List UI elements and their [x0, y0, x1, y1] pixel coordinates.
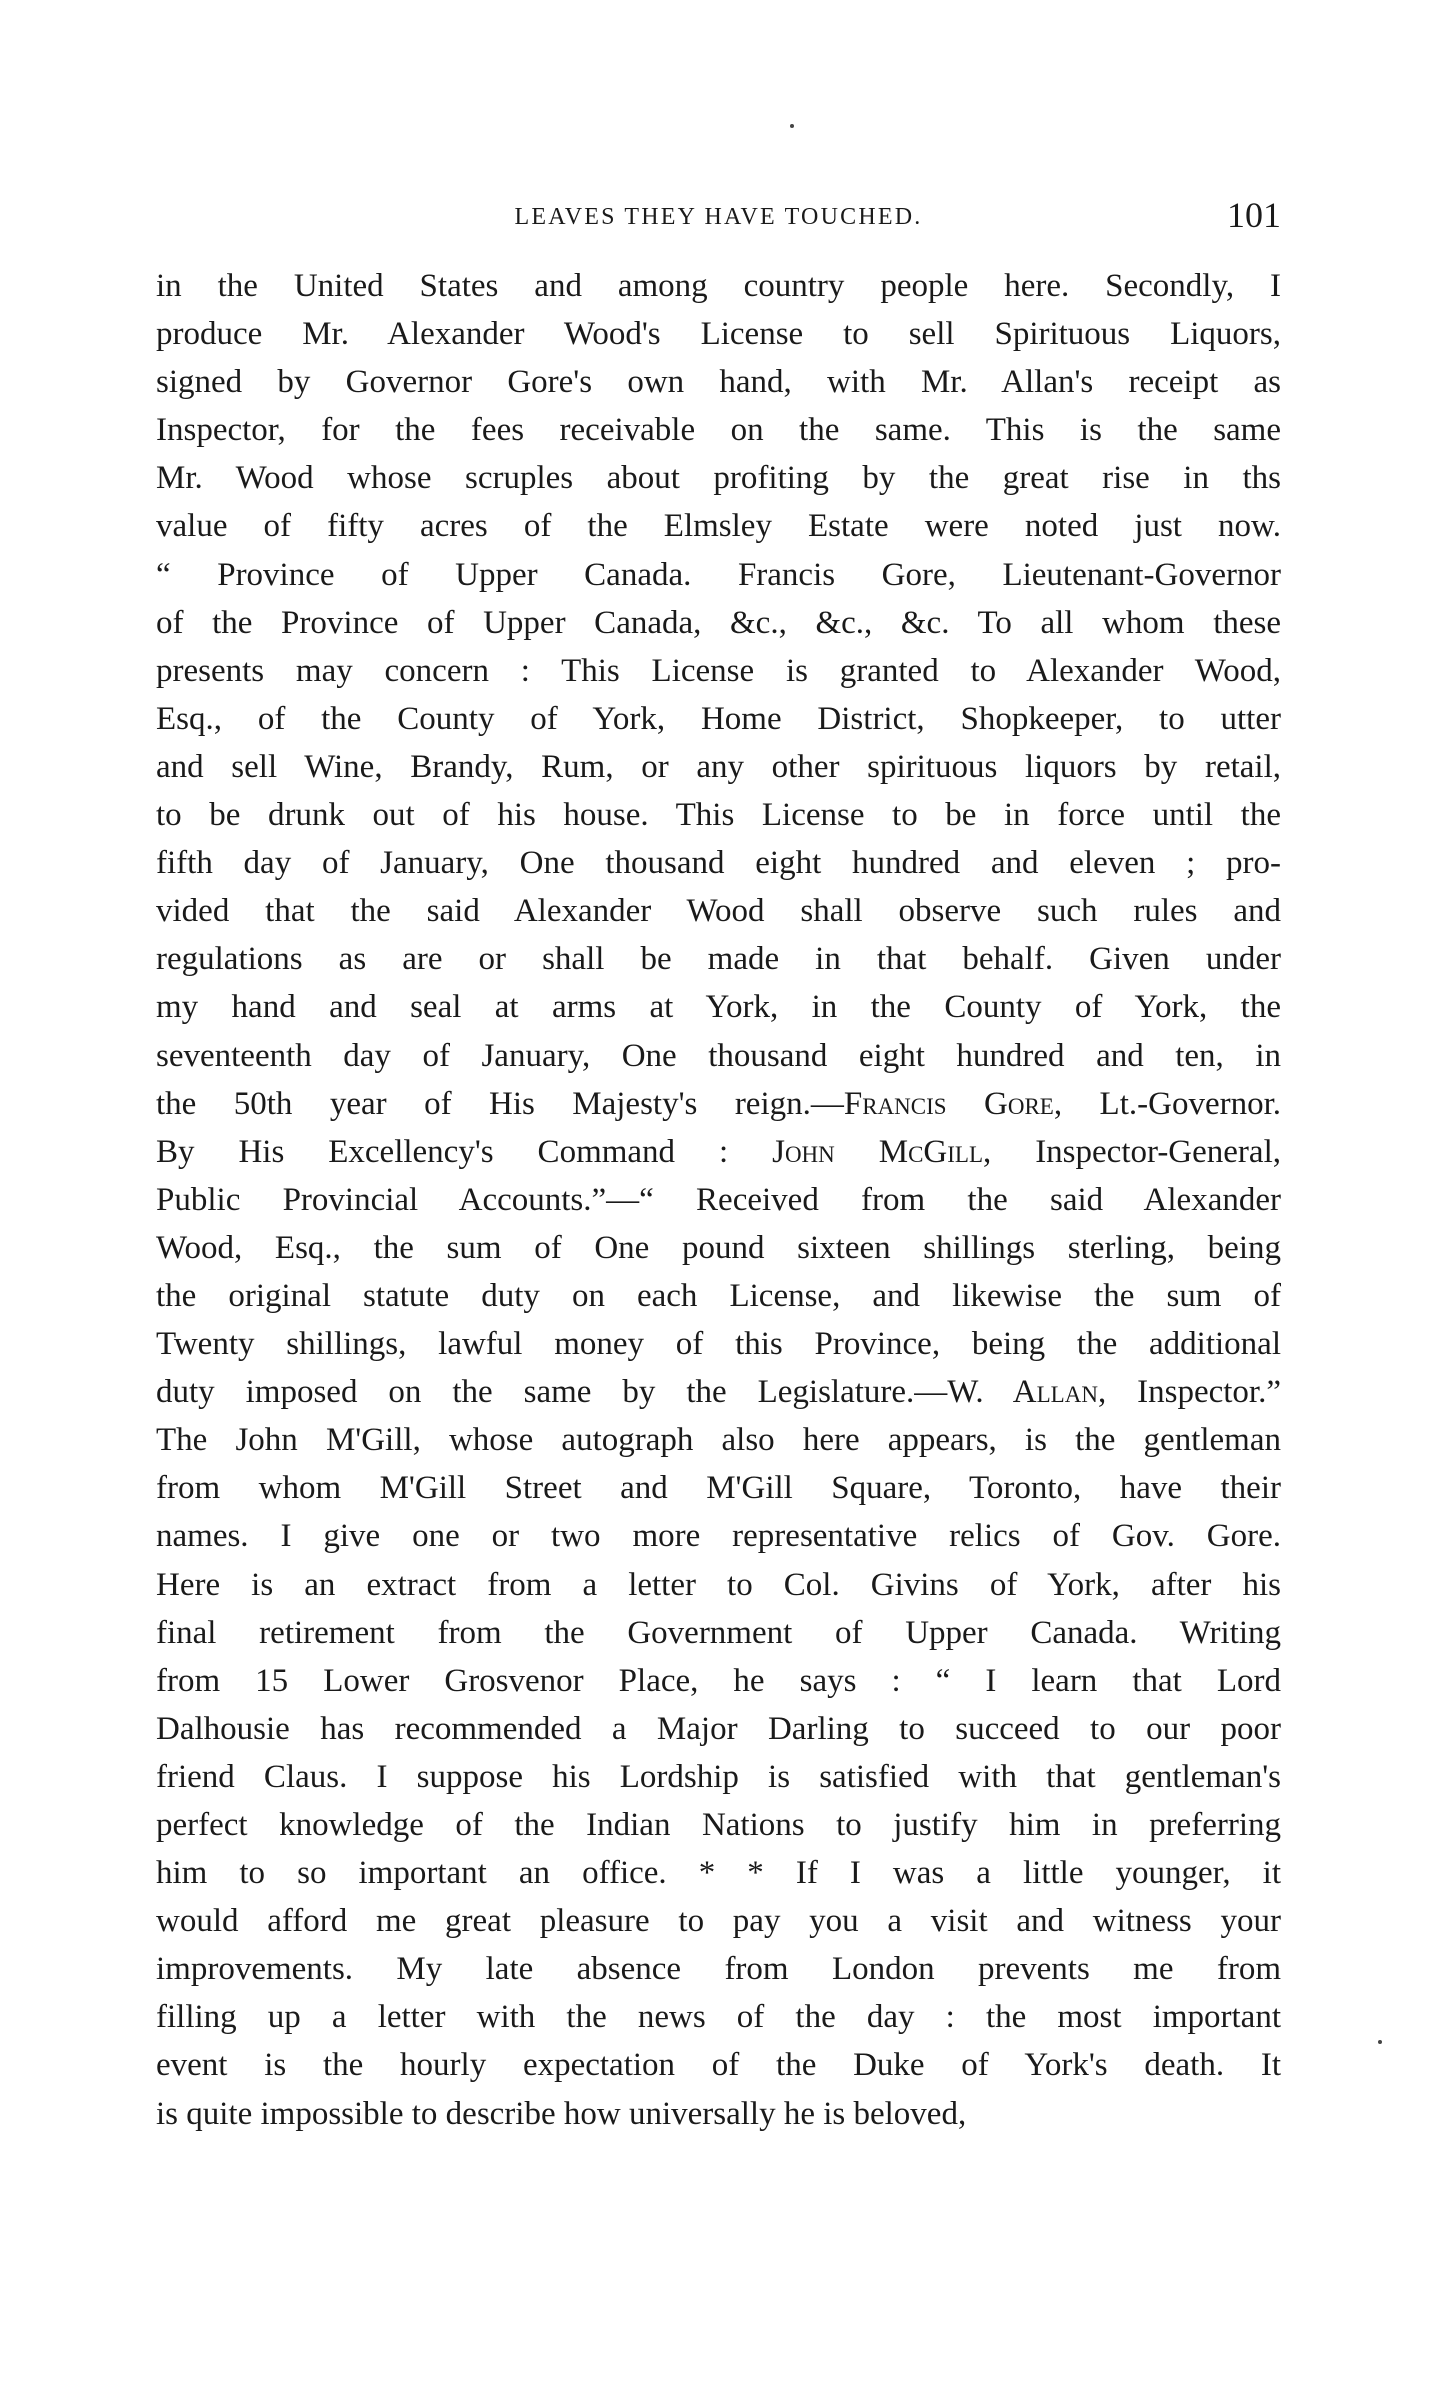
text-line: value of fifty acres of the Elmsley Estate were noted just now.: [156, 508, 1281, 545]
text-line: duty imposed on the same by the Legislature.—W. Allan, Inspector.”: [156, 1374, 1281, 1411]
text-line: Inspector, for the fees receivable on the same. This is the same: [156, 412, 1281, 449]
text-line: improvements. My late absence from London prevents me from: [156, 1951, 1281, 1988]
text-line: him to so important an office. * * If I was a little younger, it: [156, 1855, 1281, 1892]
text-line: is quite impossible to describe how universally he is beloved,: [156, 2095, 967, 2132]
text-line: perfect knowledge of the Indian Nations to justify him in preferring: [156, 1807, 1281, 1843]
printer-mark: [1378, 2040, 1382, 2044]
text-line: Twenty shillings, lawful money of this Province, being the additional: [156, 1326, 1281, 1363]
text-line: and sell Wine, Brandy, Rum, or any other spirituous liquors by retail,: [156, 748, 1281, 785]
text-line: presents may concern : This License is granted to Alexander Wood,: [156, 652, 1281, 689]
text-line: Wood, Esq., the sum of One pound sixteen shillings sterling, being: [156, 1229, 1281, 1266]
text-line: from 15 Lower Grosvenor Place, he says : “ I learn that Lord: [156, 1662, 1281, 1699]
page-number: 101: [1227, 195, 1281, 235]
text-line: The John M'Gill, whose autograph also here appears, is the gentleman: [156, 1422, 1281, 1459]
text-line: “ Province of Upper Canada. Francis Gore, Lieutenant-Governor: [156, 556, 1281, 593]
text-line: Here is an extract from a letter to Col. Givins of York, after his: [156, 1566, 1281, 1603]
text-line: names. I give one or two more representative relics of Gov. Gore.: [156, 1518, 1281, 1555]
running-head: [156, 190, 1281, 246]
text-line: in the United States and among country people here. Secondly, I: [156, 268, 1281, 304]
text-line: the 50th year of His Majesty's reign.—Francis Gore, Lt.-Governor.: [156, 1085, 1281, 1122]
text-line: regulations as are or shall be made in that behalf. Given under: [156, 941, 1281, 978]
text-line: my hand and seal at arms at York, in the County of York, the: [156, 989, 1281, 1026]
small-caps-name: W. Allan: [947, 1374, 1098, 1411]
text-line: seventeenth day of January, One thousand eight hundred and ten, in: [156, 1037, 1281, 1074]
text-line: Dalhousie has recommended a Major Darling to succeed to our poor: [156, 1710, 1281, 1747]
small-caps-name: John McGill: [772, 1133, 983, 1170]
text-line: the original statute duty on each License, and likewise the sum of: [156, 1277, 1281, 1314]
text-line: Esq., of the County of York, Home District, Shopkeeper, to utter: [156, 700, 1281, 737]
text-line: final retirement from the Government of Upper Canada. Writing: [156, 1614, 1281, 1651]
text-line: signed by Governor Gore's own hand, with Mr. Allan's receipt as: [156, 364, 1281, 401]
text-line: of the Province of Upper Canada, &c., &c., &c. To all whom these: [156, 604, 1281, 641]
text-line: produce Mr. Alexander Wood's License to sell Spirituous Liquors,: [156, 316, 1281, 353]
text-line: event is the hourly expectation of the Duke of York's death. It: [156, 2047, 1281, 2084]
text-line: would afford me great pleasure to pay you a visit and witness your: [156, 1903, 1281, 1940]
text-line: By His Excellency's Command : John McGill, Inspector-General,: [156, 1133, 1281, 1170]
text-line: friend Claus. I suppose his Lordship is satisfied with that gentleman's: [156, 1758, 1281, 1795]
running-title: LEAVES THEY HAVE TOUCHED.: [514, 204, 923, 230]
text-line: fifth day of January, One thousand eight hundred and eleven ; pro-: [156, 845, 1281, 882]
small-caps-name: Francis Gore: [843, 1085, 1054, 1122]
text-line: Public Provincial Accounts.”—“ Received from the said Alexander: [156, 1181, 1281, 1218]
text-line: Mr. Wood whose scruples about profiting by the great rise in ths: [156, 460, 1281, 497]
body-text: [156, 262, 1281, 2138]
text-line: vided that the said Alexander Wood shall observe such rules and: [156, 893, 1281, 930]
printer-mark: [790, 124, 794, 128]
text-line: filling up a letter with the news of the day : the most important: [156, 1999, 1281, 2036]
text-line: from whom M'Gill Street and M'Gill Square, Toronto, have their: [156, 1470, 1281, 1507]
text-line: to be drunk out of his house. This License to be in force until the: [156, 797, 1281, 834]
